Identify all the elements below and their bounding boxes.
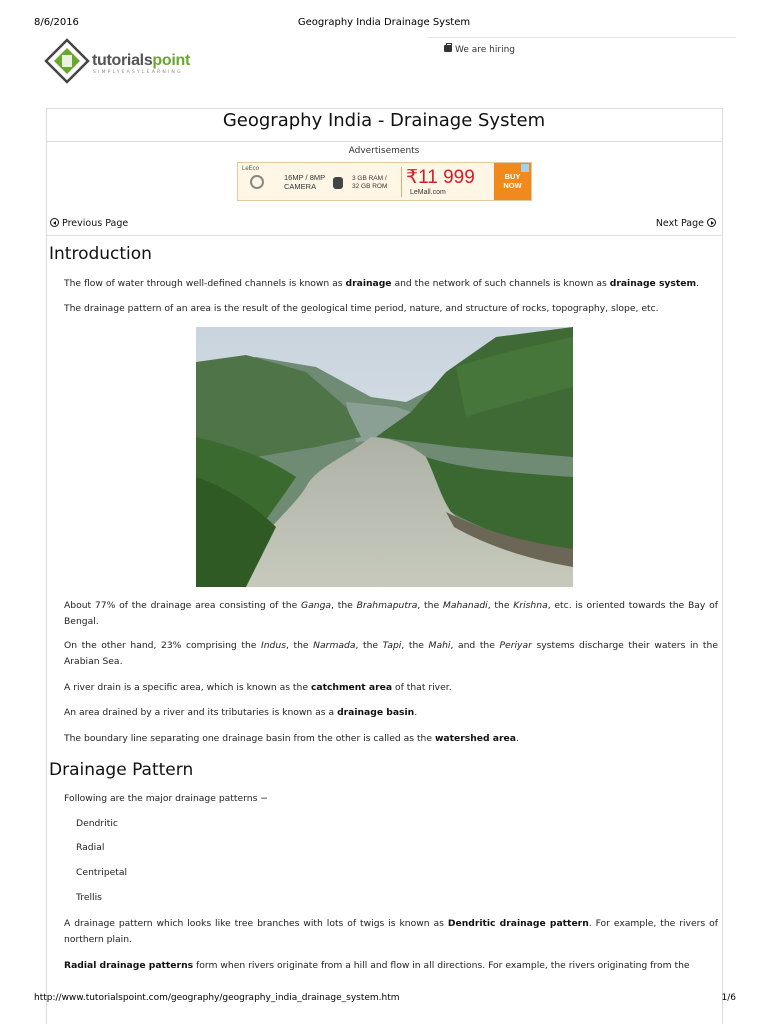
ad-price: ₹11 999 bbox=[406, 167, 475, 188]
ad-buy-now-button[interactable]: BUY NOW bbox=[494, 163, 531, 200]
next-page-link[interactable]: Next Page bbox=[656, 217, 716, 229]
intro-paragraph-4: On the other hand, 23% comprising the Indus, the Narmada, the Tapi, the Mahi, and the Periyar systems discharge their waters in the Arabian Sea. bbox=[64, 640, 718, 667]
ad-brand: LeEco bbox=[242, 166, 260, 172]
pattern-lead: Following are the major drainage patterns − bbox=[64, 793, 268, 804]
footer-url: http://www.tutorialspoint.com/geography/geography_india_drainage_system.htm bbox=[34, 993, 400, 1003]
ad-store: LeMall.com bbox=[410, 189, 446, 196]
we-are-hiring-link[interactable]: We are hiring bbox=[444, 45, 515, 55]
adchoices-icon[interactable] bbox=[521, 164, 529, 172]
intro-paragraph-3: About 77% of the drainage area consisting of the Ganga, the Brahmaputra, the Mahanadi, the Krishna, etc. is oriented towards the Bay of Bengal. bbox=[64, 600, 718, 627]
print-header-title: Geography India Drainage System bbox=[297, 17, 471, 28]
list-item: Trellis bbox=[76, 892, 102, 903]
briefcase-icon bbox=[444, 45, 452, 52]
tutorialspoint-logo[interactable] bbox=[44, 38, 204, 86]
advertisements-label: Advertisements bbox=[348, 146, 420, 156]
intro-paragraph-7: The boundary line separating one drainage basin from the other is called as the watershed area. bbox=[64, 733, 519, 744]
logo-text: tutorialspoint bbox=[92, 52, 191, 69]
ad-divider bbox=[401, 167, 402, 197]
intro-paragraph-2: The drainage pattern of an area is the result of the geological time period, nature, and structure of rocks, topography, slope, etc. bbox=[64, 303, 659, 314]
print-date: 8/6/2016 bbox=[34, 17, 79, 28]
memory-icon bbox=[333, 177, 343, 189]
header-divider bbox=[428, 37, 736, 38]
intro-paragraph-1: The flow of water through well-defined channels is known as drainage and the network of such channels is known as drainage system. bbox=[64, 278, 699, 289]
introduction-heading: Introduction bbox=[49, 244, 152, 264]
circle-arrow-right-icon bbox=[707, 218, 716, 227]
advertisement-banner[interactable] bbox=[237, 162, 532, 201]
intro-paragraph-6: An area drained by a river and its tributaries is known as a drainage basin. bbox=[64, 707, 418, 718]
circle-arrow-left-icon bbox=[50, 218, 59, 227]
title-divider bbox=[47, 141, 722, 142]
footer-page-number: 1/6 bbox=[721, 993, 736, 1003]
drainage-pattern-heading: Drainage Pattern bbox=[49, 760, 194, 780]
logo-tagline: SIMPLYEASYLEARNING bbox=[93, 70, 183, 75]
previous-page-link[interactable]: Previous Page bbox=[50, 217, 128, 229]
list-item: Dendritic bbox=[76, 818, 118, 829]
camera-icon bbox=[250, 175, 264, 189]
river-valley-illustration bbox=[196, 327, 573, 587]
pattern-paragraph-2: Radial drainage patterns form when rivers originate from a hill and flow in all directions. For example, the rivers originating from the bbox=[64, 960, 690, 971]
pattern-paragraph-1: A drainage pattern which looks like tree branches with lots of twigs is known as Dendritic drainage pattern. For example, the rivers of northern plain. bbox=[64, 918, 718, 945]
intro-paragraph-5: A river drain is a specific area, which is known as the catchment area of that river. bbox=[64, 682, 452, 693]
river-valley-image bbox=[196, 327, 573, 587]
nav-divider bbox=[47, 235, 722, 236]
ad-camera-spec: 16MP / 8MP CAMERA bbox=[284, 173, 326, 191]
list-item: Radial bbox=[76, 842, 105, 853]
list-item: Centripetal bbox=[76, 867, 128, 878]
ad-memory-spec: 3 GB RAM / 32 GB ROM bbox=[352, 175, 388, 190]
logo-diamond-icon bbox=[44, 38, 90, 84]
page-title: Geography India - Drainage System bbox=[222, 110, 546, 131]
